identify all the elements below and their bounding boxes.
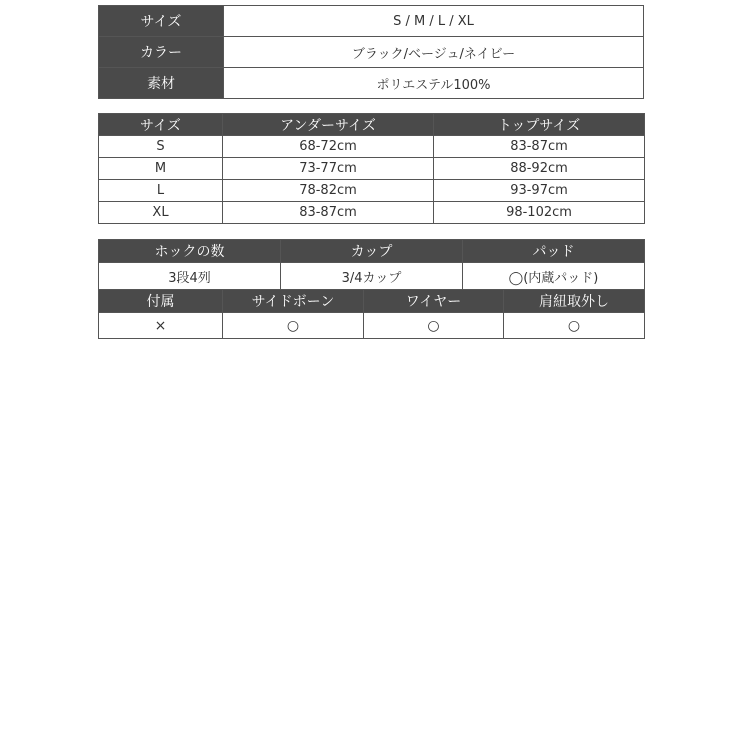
size-table-header bbox=[99, 114, 645, 136]
table-row bbox=[99, 158, 645, 180]
spec-row-color bbox=[99, 37, 644, 68]
size-cell: XL bbox=[99, 202, 223, 224]
table-row bbox=[99, 202, 645, 224]
spec-label-color: カラー bbox=[99, 37, 224, 68]
under-cell: 83-87cm bbox=[223, 202, 434, 224]
spec-value-material: ポリエステル100% bbox=[224, 68, 644, 99]
accessory-table bbox=[98, 289, 645, 339]
under-cell: 78-82cm bbox=[223, 180, 434, 202]
size-cell: M bbox=[99, 158, 223, 180]
wire-value: ○ bbox=[364, 313, 504, 339]
table-row bbox=[99, 313, 645, 339]
strap-value: ○ bbox=[504, 313, 645, 339]
table-row bbox=[99, 180, 645, 202]
acc-header-strap: 肩紐取外し bbox=[504, 290, 645, 313]
size-header-size: サイズ bbox=[99, 114, 223, 136]
cup-value: 3/4カップ bbox=[281, 263, 463, 290]
spec-value-size: S / M / L / XL bbox=[224, 6, 644, 37]
hook-header-pad: パッド bbox=[463, 240, 645, 263]
acc-header-side-bone: サイドボーン bbox=[223, 290, 364, 313]
included-value: × bbox=[99, 313, 223, 339]
hook-count-value: 3段4列 bbox=[99, 263, 281, 290]
size-header-under: アンダーサイズ bbox=[223, 114, 434, 136]
under-cell: 73-77cm bbox=[223, 158, 434, 180]
top-cell: 98-102cm bbox=[434, 202, 645, 224]
spec-table bbox=[98, 5, 644, 99]
table-row bbox=[99, 136, 645, 158]
hook-table bbox=[98, 239, 645, 290]
top-cell: 93-97cm bbox=[434, 180, 645, 202]
hook-table-header bbox=[99, 240, 645, 263]
spec-value-color: ブラック/ベージュ/ネイビー bbox=[224, 37, 644, 68]
top-cell: 83-87cm bbox=[434, 136, 645, 158]
spec-row-material bbox=[99, 68, 644, 99]
acc-header-wire: ワイヤー bbox=[364, 290, 504, 313]
hook-header-count: ホックの数 bbox=[99, 240, 281, 263]
side-bone-value: ○ bbox=[223, 313, 364, 339]
pad-value: ◯(内蔵パッド) bbox=[463, 263, 645, 290]
size-table bbox=[98, 113, 645, 224]
top-cell: 88-92cm bbox=[434, 158, 645, 180]
spec-label-material: 素材 bbox=[99, 68, 224, 99]
hook-header-cup: カップ bbox=[281, 240, 463, 263]
table-row bbox=[99, 263, 645, 290]
under-cell: 68-72cm bbox=[223, 136, 434, 158]
acc-header-included: 付属 bbox=[99, 290, 223, 313]
size-cell: S bbox=[99, 136, 223, 158]
spec-row-size bbox=[99, 6, 644, 37]
spec-label-size: サイズ bbox=[99, 6, 224, 37]
size-cell: L bbox=[99, 180, 223, 202]
accessory-table-header bbox=[99, 290, 645, 313]
size-header-top: トップサイズ bbox=[434, 114, 645, 136]
